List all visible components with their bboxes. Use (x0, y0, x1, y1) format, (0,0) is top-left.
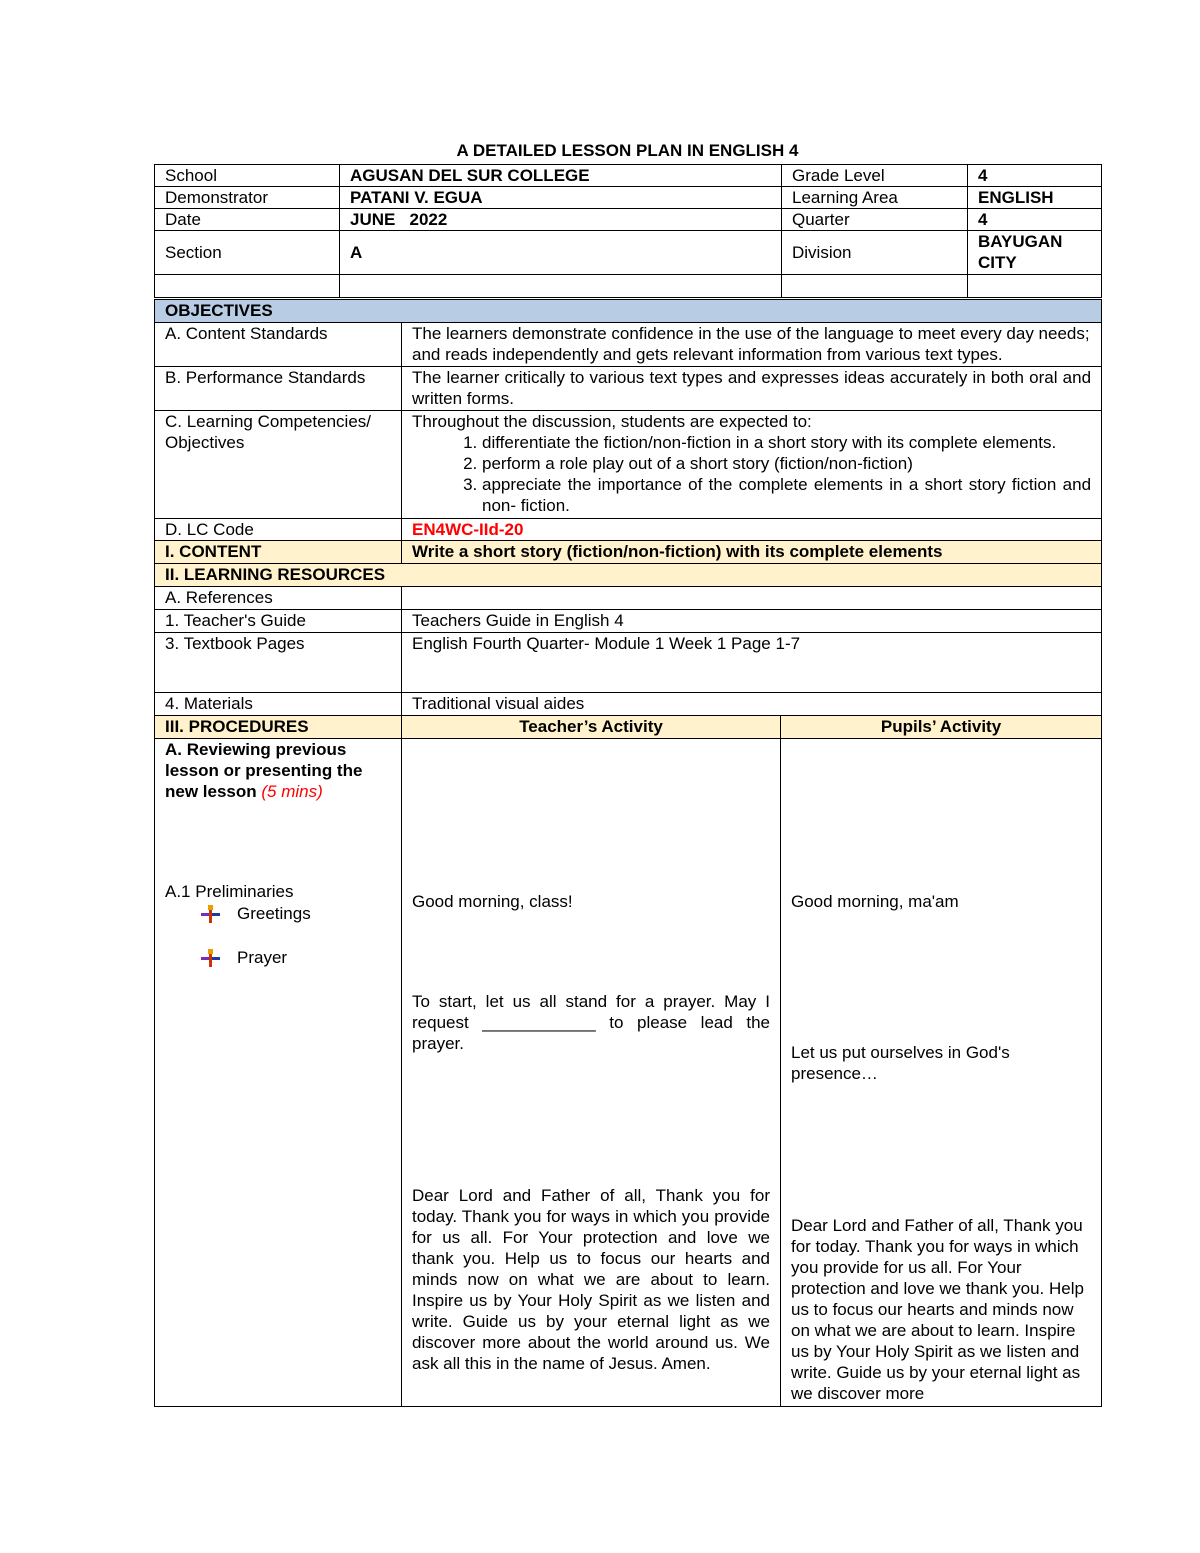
textbook-pages-label: 3. Textbook Pages (155, 633, 402, 693)
lc-code-value: EN4WC-IId-20 (402, 519, 1102, 541)
date-value: JUNE 2022 (340, 209, 782, 231)
teacher-prayer-request: To start, let us all stand for a prayer. May I request ____________ to please lead the prayer. (412, 992, 770, 1053)
lesson-table (154, 299, 1102, 1407)
content-value: Write a short story (fiction/non-fiction) with its complete elements (402, 541, 1102, 564)
content-label: I. CONTENT (155, 541, 402, 564)
performance-standards-text: The learner critically to various text types and expresses ideas accurately in both oral and written forms. (402, 367, 1102, 411)
date-label: Date (155, 209, 340, 231)
competencies-label: C. Learning Competencies/ Objectives (155, 411, 402, 519)
area-value: ENGLISH (968, 187, 1102, 209)
prayer-item (201, 947, 287, 968)
teachers-guide-value: Teachers Guide in English 4 (402, 610, 1102, 633)
grade-label: Grade Level (782, 165, 968, 187)
section-label: Section (155, 231, 340, 275)
review-time: (5 mins) (261, 782, 323, 801)
area-label: Learning Area (782, 187, 968, 209)
performance-standards-label: B. Performance Standards (155, 367, 402, 411)
empty-cell (968, 275, 1102, 298)
pupil-activity-cell (781, 739, 1102, 1407)
pupil-prayer: Dear Lord and Father of all, Thank you for today. Thank you for ways in which you provide for us all. For Your protection and love we thank you. Help us to focus our hearts and minds now on what we are about to learn. Inspire us by Your Holy Spirit as we listen and write. Guide us by your eternal light as we discover more (791, 1216, 1084, 1403)
empty-cell (782, 275, 968, 298)
empty-cell (402, 587, 1102, 610)
teacher-prayer: Dear Lord and Father of all, Thank you for today. Thank you for ways in which you provide for us all. For Your protection and love we thank you. Help us to focus our hearts and minds now on what we are about to learn. Inspire us by Your Holy Spirit as we listen and write. Guide us by your eternal light as we discover more about the world around us. We ask all this in the name of Jesus. Amen. (412, 1186, 770, 1373)
quarter-value: 4 (968, 209, 1102, 231)
quarter-label: Quarter (782, 209, 968, 231)
materials-label: 4. Materials (155, 693, 402, 716)
empty-cell (340, 275, 782, 298)
school-label: School (155, 165, 340, 187)
teachers-guide-label: 1. Teacher's Guide (155, 610, 402, 633)
demonstrator-label: Demonstrator (155, 187, 340, 209)
prayer-label: Prayer (237, 948, 288, 967)
empty-cell (155, 275, 340, 298)
content-standards-label: A. Content Standards (155, 323, 402, 367)
resources-heading: II. LEARNING RESOURCES (155, 564, 1102, 587)
references-label: A. References (155, 587, 402, 610)
competency-item: 2. perform a role play out of a short story (fiction/non-fiction) (482, 453, 1091, 474)
procedure-steps-cell (155, 739, 402, 1407)
cross-bullet-icon (201, 949, 219, 967)
lc-code-label: D. LC Code (155, 519, 402, 541)
cross-bullet-icon (201, 905, 219, 923)
division-label: Division (782, 231, 968, 275)
review-heading (165, 739, 391, 802)
division-value: BAYUGAN CITY (968, 231, 1102, 275)
demonstrator-value: PATANI V. EGUA (340, 187, 782, 209)
competencies-intro: Throughout the discussion, students are expected to: (412, 412, 812, 431)
textbook-pages-value: English Fourth Quarter- Module 1 Week 1 Page 1-7 (402, 633, 1102, 693)
teacher-activity-heading: Teacher’s Activity (402, 716, 781, 739)
procedures-heading: III. PROCEDURES (155, 716, 402, 739)
content-standards-text: The learners demonstrate confidence in the use of the language to meet every day needs; and reads independently and gets relevant information from various text types. (402, 323, 1102, 367)
teacher-greeting: Good morning, class! (412, 892, 573, 911)
preliminaries-label: A.1 Preliminaries (165, 882, 294, 901)
competencies-list (412, 432, 1091, 516)
document-title: A DETAILED LESSON PLAN IN ENGLISH 4 (456, 141, 799, 160)
competency-item: 3. appreciate the importance of the complete elements in a short story fiction and non- fiction. (482, 474, 1091, 516)
greetings-label: Greetings (237, 904, 311, 923)
greetings-item (201, 903, 311, 924)
objectives-heading: OBJECTIVES (155, 300, 1102, 323)
competencies-cell (402, 411, 1102, 519)
pupil-greeting: Good morning, ma'am (791, 892, 959, 911)
pupil-presence: Let us put ourselves in God's presence… (791, 1043, 1010, 1083)
header-table (154, 164, 1102, 298)
section-value: A (340, 231, 782, 275)
teacher-activity-cell (402, 739, 781, 1407)
grade-value: 4 (968, 165, 1102, 187)
school-value: AGUSAN DEL SUR COLLEGE (340, 165, 782, 187)
competency-item: 1. differentiate the fiction/non-fiction in a short story with its complete elements. (482, 432, 1091, 453)
review-title: A. Reviewing previous lesson or presenting the new lesson (165, 740, 363, 801)
materials-value: Traditional visual aides (402, 693, 1102, 716)
pupil-activity-heading: Pupils’ Activity (781, 716, 1102, 739)
